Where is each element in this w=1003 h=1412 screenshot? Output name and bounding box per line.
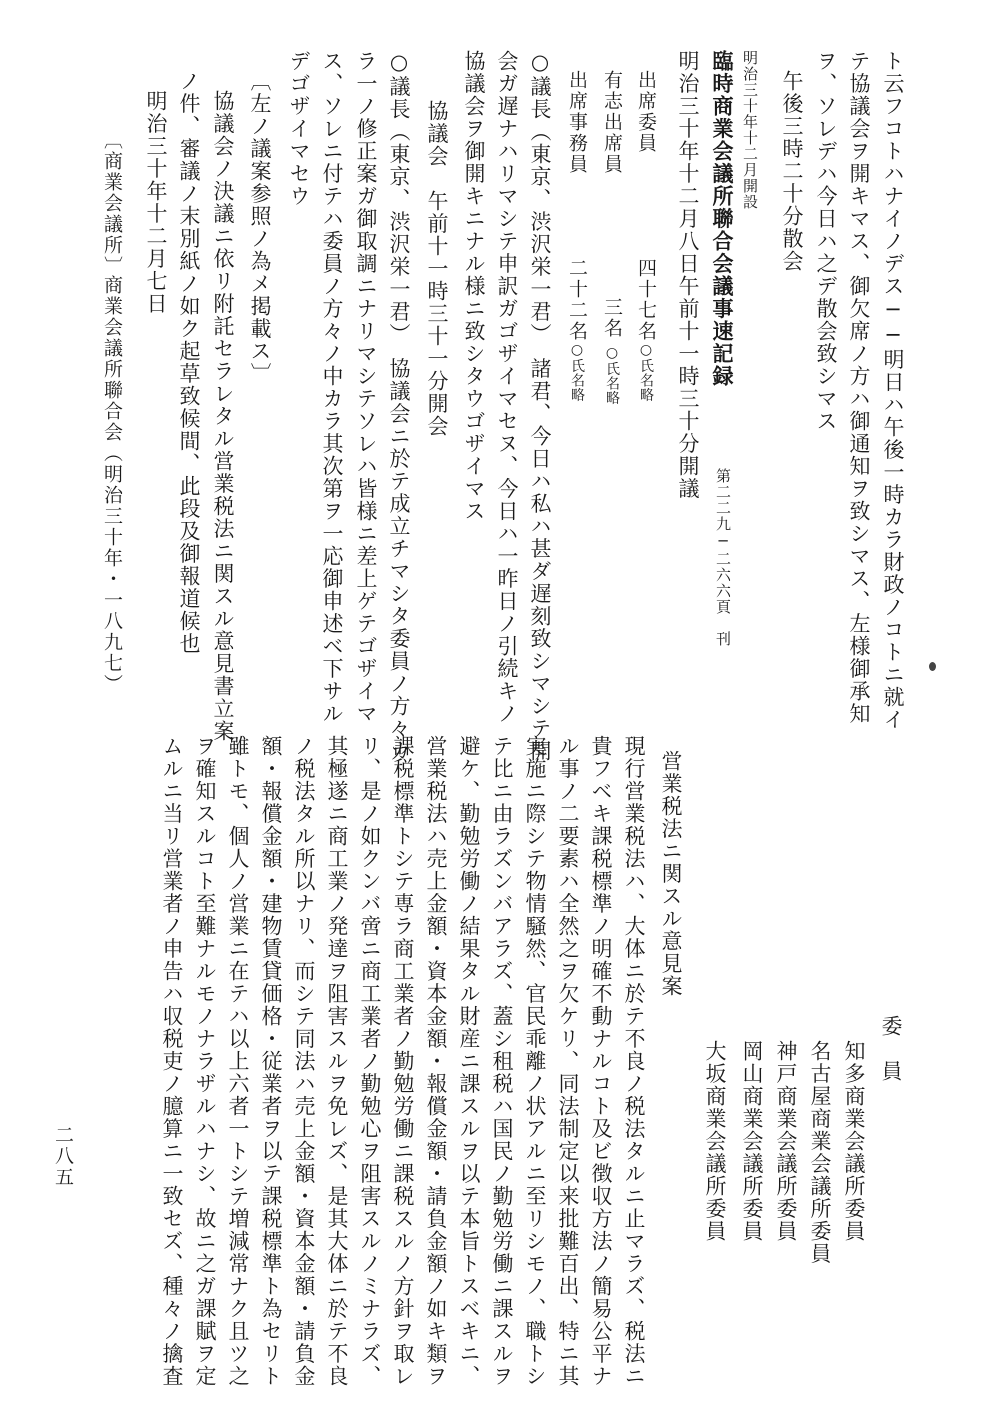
session-date: 明治三十年十二月八日午前十一時三十分開議 [676, 50, 700, 500]
committee-member: 名古屋商業会議所委員 [808, 1040, 832, 1265]
footer-category: 〔商業会議所〕 [101, 130, 123, 277]
chair-speech-line: デゴザイマセウ [287, 50, 311, 208]
attendance-tag: ○氏名略 [638, 342, 654, 402]
chair-speech-line: 協議会ヲ御開キニナル様ニ致シタウゴザイマス [462, 50, 486, 523]
committee-member: 大坂商業会議所委員 [703, 1040, 727, 1243]
footer-title: 商業会議所聯合会（明治三十年・一八九七） [101, 275, 123, 695]
bracket-note: 〔左ノ議案参照ノ為メ掲載ス〕 [248, 70, 272, 385]
body-line: 営業税法ハ売上金額・資本金額・報償金額・請負金額ノ如キ類ヲ [424, 735, 448, 1388]
attendance-tag: ○氏名略 [604, 345, 620, 405]
proposal-title: 営業税法ニ関スル意見案 [659, 750, 683, 998]
body-line: ムルニ当リ営業者ノ申告ハ収税吏ノ臆算ニ一致セズ、種々ノ擒査 [160, 735, 184, 1388]
attendance-tag: ○氏名略 [569, 342, 585, 402]
body-line: 其極遂ニ商工業ノ発達ヲ阻害スルヲ免レズ、是其大体ニ於テ不良 [325, 735, 349, 1388]
chair-speech-line: ス、ソレニ付テハ委員ノ方々ノ中カラ其次第ヲ一応御申述ベ下サル [320, 50, 344, 725]
resolution-line: ノ件、審議ノ末別紙ノ如ク起草致候間、此段及御報道候也 [177, 70, 201, 655]
text-line: ト云フコトハナイノデス──明日ハ午後一時カラ財政ノコトニ就イ [881, 50, 905, 731]
body-line: リ、是ノ如クンバ啻ニ商工業者ノ勤勉心ヲ阻害スルノミナラズ、 [358, 735, 382, 1388]
committee-member: 知多商業会議所委員 [842, 1040, 866, 1243]
attendance-label: 出席委員 [635, 70, 657, 154]
committee-member: 神戸商業会議所委員 [774, 1040, 798, 1243]
chair-speech-line: ○議長（東京、渋沢栄一君） 協議会ニ於テ成立チマシタ委員ノ方々カ [387, 50, 411, 763]
source-pages: 第二二九─二六六頁 刊 [714, 468, 732, 647]
chair-speech-line: ラ一ノ修正案ガ御取調ニナリマシテソレハ皆様ニ差上ゲテゴザイマ [354, 50, 378, 725]
resolution-line: 協議会ノ決議ニ依リ附託セラレタル営業税法ニ関スル意見書立案 [211, 90, 235, 743]
attendance-label: 有志出席員 [601, 70, 623, 175]
page-number: 二八五 [52, 1125, 74, 1188]
body-line: ノ税法タル所以ナリ、而シテ同法ハ売上金額・資本金額・請負金 [292, 735, 316, 1388]
body-line: 額・報償金額・建物賃貸価格・従業者ヲ以テ課税標準ト為セリト [259, 735, 283, 1388]
attendance-count: 二十二名 [566, 258, 588, 342]
body-line: 現行営業税法ハ、大体ニ於テ不良ノ税法タルニ止マラズ、税法ニ [622, 735, 646, 1388]
body-line: 避ケ、勤勉労働ノ結果タル財産ニ課スルヲ以テ本旨トスベキニ、 [457, 735, 481, 1388]
body-line: ル事ノ二要素ハ全然之ヲ欠ケリ、同法制定以来批難百出、特ニ其 [556, 735, 580, 1388]
text-line: テ協議会ヲ開キマス、御欠席ノ方ハ御通知ヲ致シマス、左様御承知 [847, 50, 871, 725]
resolution-date: 明治三十年十二月七日 [144, 90, 168, 315]
body-line: テ比ニ由ラズンバアラズ、蓋シ租税ハ国民ノ勤勉労働ニ課スルヲ [490, 735, 514, 1388]
body-line: 雖トモ、個人ノ営業ニ在テハ以上六者一トシテ増減常ナク且ツ之 [226, 735, 250, 1388]
session-open-line: 協議会 午前十一時三十一分開会 [425, 100, 449, 438]
founding-note: 明治三十年十二月開設 [741, 50, 759, 210]
adjournment-line: 午後三時二十分散会 [780, 70, 804, 273]
body-line: 実施ニ際シテ物情騒然、官民乖離ノ状アルニ至リシモノ、職トシ [523, 735, 547, 1388]
attendance-label: 出席事務員 [566, 70, 588, 175]
body-line: ヲ確知スルコト至難ナルモノナラザルハナシ、故ニ之ガ課賦ヲ定 [193, 735, 217, 1388]
chair-speech-line: ○議長（東京、渋沢栄一君） 諸君、今日ハ私ハ甚ダ遅刻致シマシテ開 [528, 50, 552, 763]
chair-speech-line: 会ガ遅ナハリマシテ申訳ガゴザイマセヌ、今日ハ一昨日ノ引続キノ [495, 50, 519, 725]
text-line: ヲ、ソレデハ今日ハ之デ散会致シマス [814, 50, 838, 433]
ink-spot [929, 662, 936, 671]
attendance-count: 三名 [601, 297, 623, 339]
record-title: 臨時商業会議所聯合会議事速記録 [710, 50, 735, 388]
body-line: 貴フベキ課税標準ノ明確不動ナルコト及ビ徴収方法ノ簡易公平ナ [589, 735, 613, 1388]
body-line: 課税標準トシテ専ラ商工業者ノ勤勉労働ニ課税スルノ方針ヲ取レ [391, 735, 415, 1388]
committee-member: 岡山商業会議所委員 [740, 1040, 764, 1243]
attendance-count: 四十七名 [635, 258, 657, 342]
committee-heading: 委 員 [879, 1015, 903, 1083]
